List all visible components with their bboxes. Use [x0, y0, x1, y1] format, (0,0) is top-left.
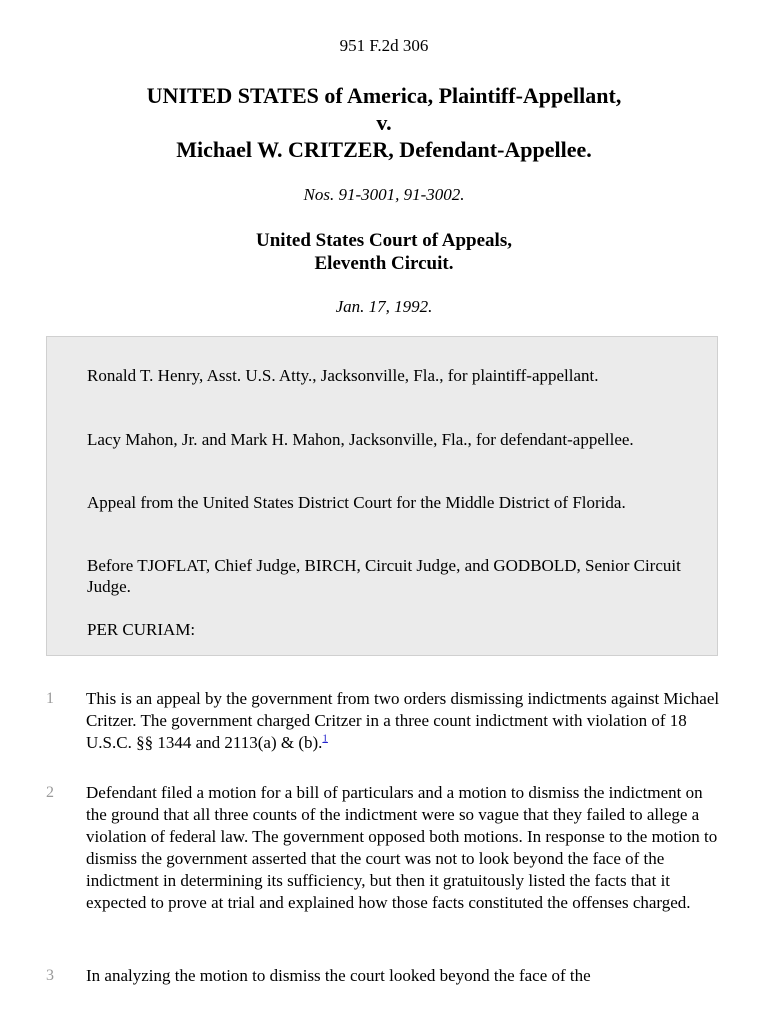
- paragraph-1: [86, 688, 726, 754]
- paragraph-number: 3: [46, 967, 54, 984]
- case-caption: [0, 82, 768, 163]
- paragraph-number: 2: [46, 784, 54, 801]
- court-name-line2: Eleventh Circuit.: [314, 253, 454, 274]
- counsel-plaintiff: Ronald T. Henry, Asst. U.S. Atty., Jacksonville, Fla., for plaintiff-appellant.: [87, 366, 599, 385]
- caption-plaintiff: UNITED STATES of America, Plaintiff-Appellant,: [146, 83, 622, 108]
- caption-defendant: Michael W. CRITZER, Defendant-Appellee.: [176, 137, 592, 162]
- counsel-defendant: Lacy Mahon, Jr. and Mark H. Mahon, Jacksonville, Fla., for defendant-appellee.: [87, 430, 634, 449]
- case-header-box: [46, 336, 718, 656]
- case-citation: 951 F.2d 306: [339, 36, 429, 55]
- paragraph-number: 1: [46, 690, 54, 707]
- paragraph-text: Defendant filed a motion for a bill of particulars and a motion to dismiss the indictment on the ground that all three counts of the indictment were so vague that they failed to allege a violation of federal law. The government opposed both motions. In response to the motion to dismiss the government asserted that the court was not to look beyond the face of the indictment in determining its sufficiency, but then it gratuitously listed the facts that it expected to prove at trial and explained how those facts constituted the offenses charged.: [86, 783, 718, 912]
- paragraph-3: [86, 965, 726, 987]
- decision-date: Jan. 17, 1992.: [335, 297, 433, 316]
- court-name: [0, 229, 768, 275]
- per-curiam: PER CURIAM:: [87, 620, 196, 639]
- panel-judges: Before TJOFLAT, Chief Judge, BIRCH, Circuit Judge, and GODBOLD, Senior Circuit Judge.: [87, 556, 681, 596]
- court-name-line1: United States Court of Appeals,: [256, 230, 512, 251]
- footnote-link[interactable]: 1: [322, 732, 328, 745]
- paragraph-2: [86, 782, 726, 914]
- docket-numbers: Nos. 91-3001, 91-3002.: [303, 185, 465, 204]
- paragraph-text: This is an appeal by the government from two orders dismissing indictments against Michael Critzer. The government charged Critzer in a three count indictment with violation of 18 U.S.C. §§ 1344 and 2113(a) & (b).: [86, 689, 720, 752]
- appeal-from: Appeal from the United States District Court for the Middle District of Florida.: [87, 493, 626, 512]
- caption-versus: v.: [376, 110, 392, 135]
- paragraph-text: In analyzing the motion to dismiss the court looked beyond the face of the: [86, 966, 591, 985]
